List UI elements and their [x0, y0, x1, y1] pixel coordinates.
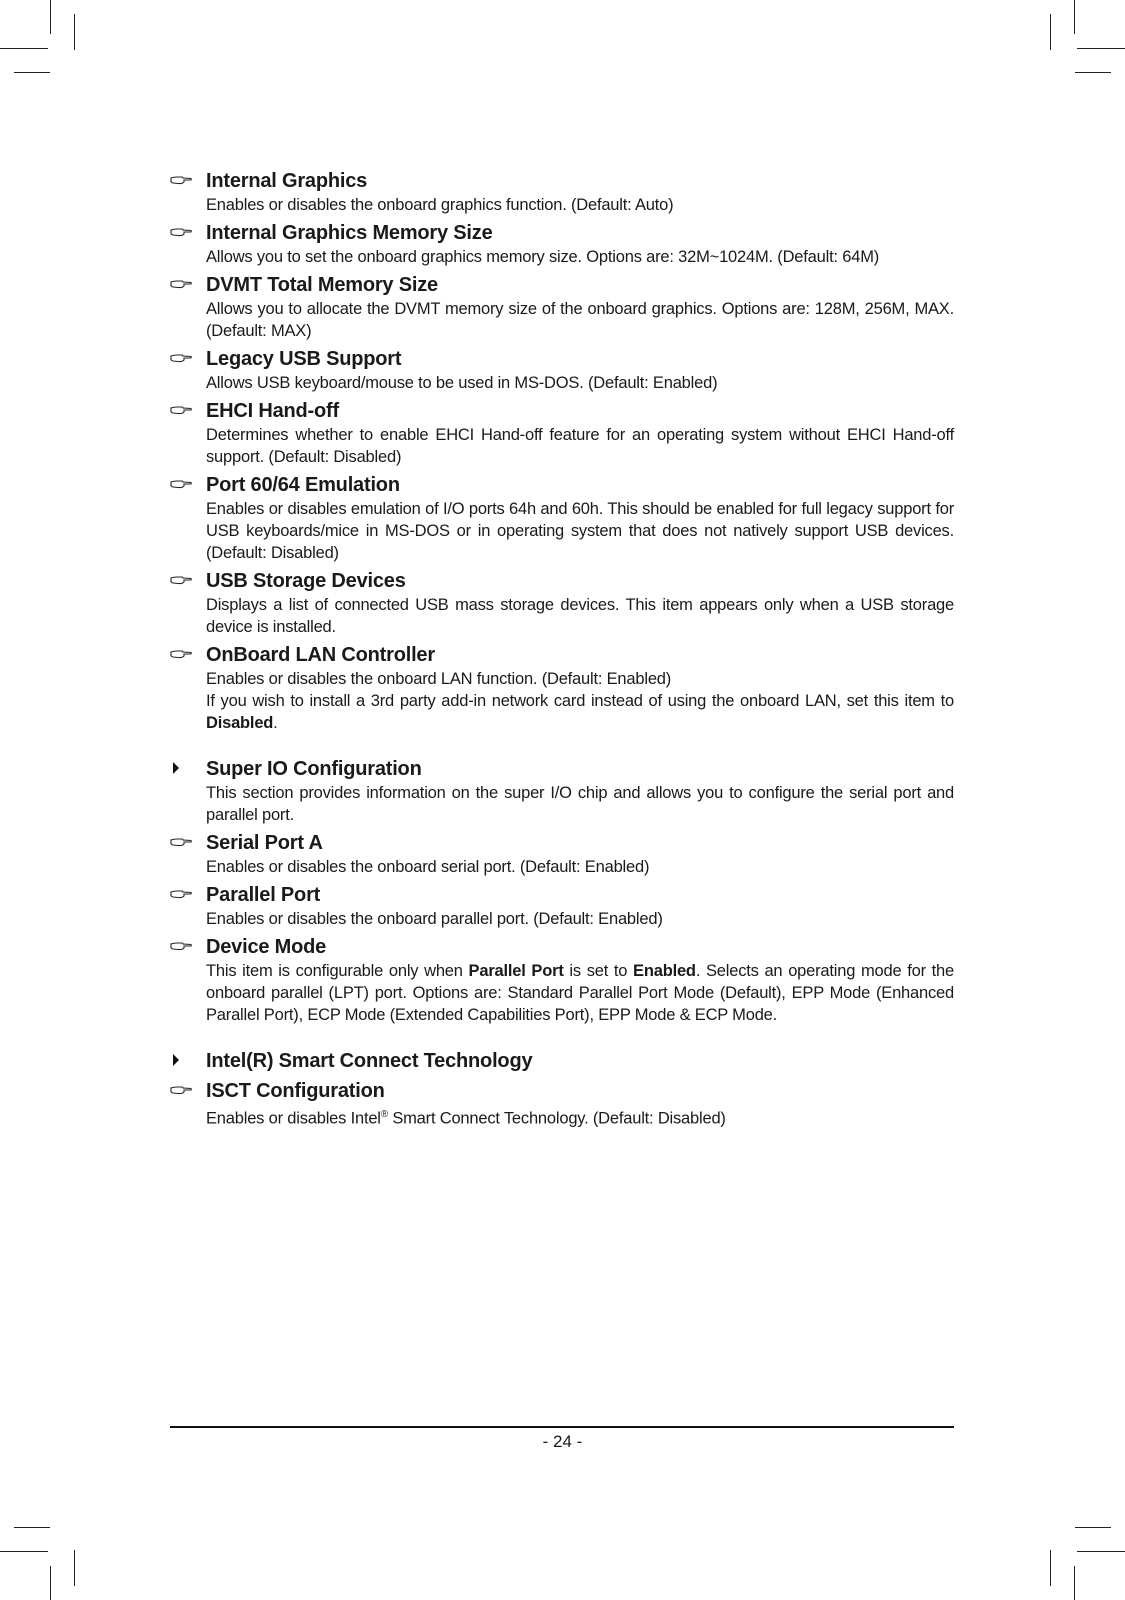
emphasis: Parallel Port: [468, 962, 564, 980]
option-title: USB Storage Devices: [206, 570, 406, 592]
option-description: Allows USB keyboard/mouse to be used in MS-DOS. (Default: Enabled): [206, 374, 718, 392]
pointing-hand-icon: [170, 478, 192, 490]
option-description: Allows you to allocate the DVMT memory size of the onboard graphics. Options are: 128M, 256M, MAX. (Default: MAX): [206, 300, 954, 340]
submenu-section: [170, 756, 954, 826]
manual-content: [170, 168, 954, 1130]
pointing-hand-icon: [170, 648, 192, 660]
bios-option: [170, 934, 954, 1026]
crop-mark: [14, 72, 50, 73]
submenu-section: [170, 1048, 954, 1074]
submenu-triangle-icon: [170, 1053, 192, 1067]
option-description: Enables or disables emulation of I/O ports 64h and 60h. This should be enabled for full legacy support for USB keyboards/mice in MS-DOS or in operating system that does not natively support USB devices. (Default: Disabled): [206, 500, 954, 562]
crop-mark: [1050, 14, 1051, 50]
bios-option: [170, 830, 954, 878]
pointing-hand-icon: [170, 574, 192, 586]
crop-mark: [0, 48, 48, 49]
bios-option: [170, 472, 954, 564]
bios-option: [170, 882, 954, 930]
option-title: Serial Port A: [206, 832, 323, 854]
pointing-hand-icon: [170, 352, 192, 364]
crop-mark: [50, 0, 51, 34]
emphasis: Disabled: [206, 714, 274, 732]
crop-mark: [14, 1527, 50, 1528]
option-title: Legacy USB Support: [206, 348, 402, 370]
bios-option: [170, 346, 954, 394]
crop-mark: [74, 14, 75, 50]
option-title: Device Mode: [206, 936, 327, 958]
option-description: This section provides information on the super I/O chip and allows you to configure the serial port and parallel port.: [206, 784, 954, 824]
option-title: ISCT Configuration: [206, 1080, 385, 1102]
option-title: OnBoard LAN Controller: [206, 644, 435, 666]
option-description: Allows you to set the onboard graphics memory size. Options are: 32M~1024M. (Default: 64M): [206, 248, 880, 266]
option-title: Internal Graphics: [206, 170, 368, 192]
bios-option: [170, 168, 954, 216]
submenu-triangle-icon: [170, 761, 192, 775]
option-description: Enables or disables the onboard LAN function. (Default: Enabled): [206, 670, 672, 688]
pointing-hand-icon: [170, 226, 192, 238]
crop-mark: [1074, 0, 1075, 34]
bios-option: [170, 642, 954, 734]
option-title: Port 60/64 Emulation: [206, 474, 400, 496]
crop-mark: [74, 1550, 75, 1586]
pointing-hand-icon: [170, 174, 192, 186]
bios-option: [170, 1078, 954, 1130]
bios-option: [170, 272, 954, 342]
page-number: - 24 -: [542, 1432, 583, 1451]
crop-mark: [1077, 48, 1125, 49]
option-description: Displays a list of connected USB mass storage devices. This item appears only when a USB storage device is installed.: [206, 596, 954, 636]
option-description: Enables or disables the onboard parallel port. (Default: Enabled): [206, 910, 663, 928]
crop-mark: [1077, 1551, 1125, 1552]
crop-mark: [50, 1566, 51, 1600]
pointing-hand-icon: [170, 940, 192, 952]
pointing-hand-icon: [170, 278, 192, 290]
crop-mark: [0, 1551, 48, 1552]
option-description: Enables or disables the onboard graphics function. (Default: Auto): [206, 196, 674, 214]
option-description: Enables or disables the onboard serial port. (Default: Enabled): [206, 858, 650, 876]
crop-mark: [1075, 72, 1111, 73]
bios-option: [170, 568, 954, 638]
emphasis: Enabled: [633, 962, 696, 980]
pointing-hand-icon: [170, 404, 192, 416]
option-title: Internal Graphics Memory Size: [206, 222, 493, 244]
pointing-hand-icon: [170, 836, 192, 848]
option-description: This item is configurable only when Parallel Port is set to Enabled. Selects an operating mode for the onboard parallel (LPT) port. Options are: Standard Parallel Port Mode (Default), EPP Mode (Enhanced Parallel Port), ECP Mode (Extended Capabilities Port), EPP Mode & ECP Mode.: [206, 962, 954, 1024]
crop-mark: [1075, 1527, 1111, 1528]
option-title: Parallel Port: [206, 884, 321, 906]
footer-rule: [170, 1426, 954, 1428]
option-title: EHCI Hand-off: [206, 400, 339, 422]
option-description: If you wish to install a 3rd party add-in network card instead of using the onboard LAN, set this item to Disabled.: [206, 692, 954, 732]
option-description: Enables or disables Intel® Smart Connect Technology. (Default: Disabled): [206, 1109, 726, 1128]
bios-option: [170, 398, 954, 468]
crop-mark: [1074, 1566, 1075, 1600]
option-title: DVMT Total Memory Size: [206, 274, 438, 296]
registered-mark: ®: [380, 1109, 388, 1120]
option-title: Super IO Configuration: [206, 758, 422, 780]
crop-mark: [1050, 1550, 1051, 1586]
bios-option: [170, 220, 954, 268]
pointing-hand-icon: [170, 888, 192, 900]
option-title: Intel(R) Smart Connect Technology: [206, 1050, 533, 1072]
pointing-hand-icon: [170, 1084, 192, 1096]
option-description: Determines whether to enable EHCI Hand-off feature for an operating system without EHCI Hand-off support. (Default: Disabled): [206, 426, 954, 466]
